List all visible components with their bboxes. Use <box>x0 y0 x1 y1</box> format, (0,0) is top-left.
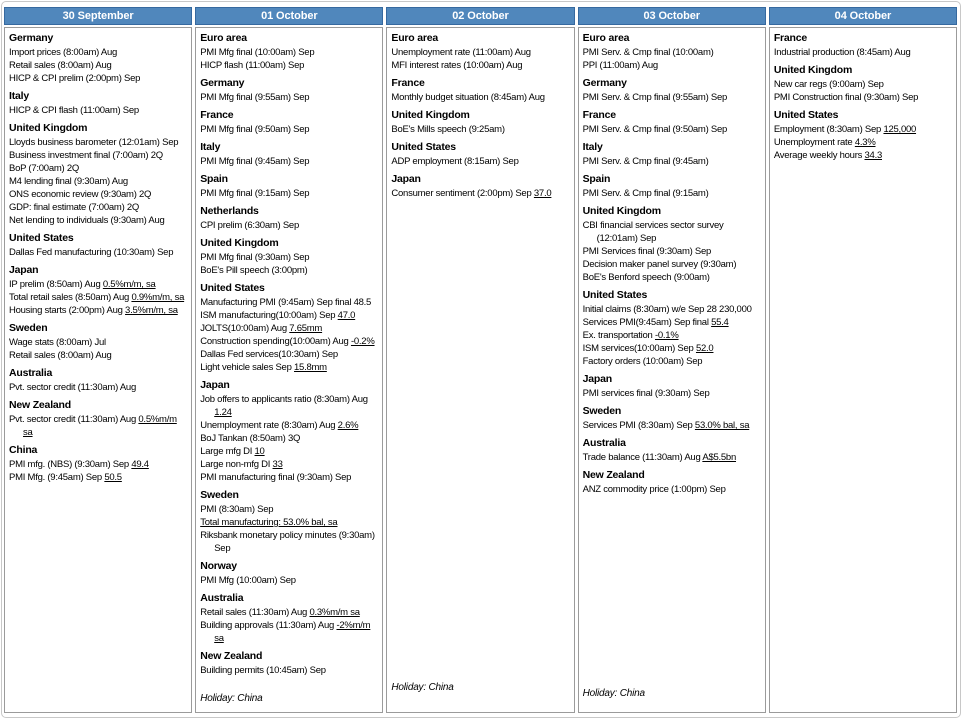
country-section <box>583 436 761 464</box>
event-item <box>200 264 378 277</box>
country-section <box>583 31 761 72</box>
holiday-note: Holiday: China <box>582 688 645 699</box>
event-text: IP prelim (8:50am) Aug <box>9 279 103 290</box>
event-text: PMI Mfg final (9:50am) Sep <box>200 124 310 135</box>
event-item <box>583 91 761 104</box>
event-text: PMI Serv. & Cmp final (9:45am) <box>582 156 709 167</box>
day-column-3 <box>386 7 574 713</box>
event-text: PMI Mfg (10:00am) Sep <box>200 575 296 586</box>
event-text: Construction spending(10:00am) Aug <box>200 336 351 347</box>
country-heading: Sweden <box>582 405 622 417</box>
event-text: CPI prelim (6:30am) Sep <box>200 220 299 231</box>
country-heading: Euro area <box>582 32 630 44</box>
country-section <box>200 378 378 484</box>
event-item <box>583 155 761 168</box>
event-value: 52.0 <box>695 343 714 354</box>
event-text: PMI Serv. & Cmp final (9:55am) Sep <box>582 92 728 103</box>
country-heading: Australia <box>200 592 244 604</box>
event-item <box>9 59 187 72</box>
event-text: PMI services final (9:30am) Sep <box>582 388 710 399</box>
event-text: Business investment final (7:00am) 2Q <box>9 150 163 161</box>
event-item <box>583 303 761 316</box>
day-body <box>386 27 574 713</box>
event-value: 37.0 <box>533 188 552 199</box>
event-value: 1.24 <box>214 407 232 418</box>
event-text: Decision maker panel survey (9:30am) <box>582 259 737 270</box>
event-item <box>583 316 761 329</box>
event-value: 55.4 <box>711 317 729 328</box>
event-text: ISM services(10:00am) Sep <box>582 343 696 354</box>
event-text: HICP flash (11:00am) Sep <box>200 60 305 71</box>
event-text: ADP employment (8:15am) Sep <box>391 156 519 167</box>
event-item <box>391 187 569 200</box>
event-value: 2.6% <box>337 420 359 431</box>
event-item <box>9 149 187 162</box>
day-header <box>386 7 574 25</box>
country-heading: Spain <box>582 173 611 185</box>
event-item <box>200 187 378 200</box>
event-item <box>200 155 378 168</box>
day-column-5 <box>769 7 957 713</box>
event-item <box>774 123 952 136</box>
event-value: Total manufacturing: 53.0% bal, sa <box>200 517 338 528</box>
event-text: PMI (8:30am) Sep <box>200 504 274 515</box>
country-section <box>9 231 187 259</box>
event-item <box>200 361 378 374</box>
event-item <box>583 258 761 271</box>
event-item <box>774 149 952 162</box>
event-text: PMI Mfg final (9:45am) Sep <box>200 156 310 167</box>
event-item <box>200 219 378 232</box>
event-item <box>583 271 761 284</box>
event-text: Dallas Fed manufacturing (10:30am) Sep <box>9 247 174 258</box>
event-item <box>200 471 378 484</box>
event-text: Pvt. sector credit (11:30am) Aug <box>9 414 139 425</box>
event-text: Pvt. sector credit (11:30am) Aug <box>9 382 136 393</box>
event-text: Manufacturing PMI (9:45am) Sep final 48.5 <box>200 297 372 308</box>
event-text: Retail sales (8:00am) Aug <box>9 60 112 71</box>
country-heading: Euro area <box>391 32 439 44</box>
event-text: GDP: final estimate (7:00am) 2Q <box>9 202 140 213</box>
country-section <box>583 76 761 104</box>
event-item <box>9 104 187 117</box>
event-value: -0.1% <box>654 330 679 341</box>
event-item <box>583 451 761 464</box>
event-text: New car regs (9:00am) Sep <box>773 79 884 90</box>
event-text: Retail sales (11:30am) Aug <box>200 607 310 618</box>
country-section <box>9 398 187 439</box>
country-heading: New Zealand <box>200 650 263 662</box>
country-heading: Spain <box>200 173 228 185</box>
event-text: ONS economic review (9:30am) 2Q <box>9 189 152 200</box>
country-section <box>391 76 569 104</box>
event-text: Light vehicle sales Sep <box>200 362 295 373</box>
event-item <box>200 445 378 458</box>
event-item <box>583 245 761 258</box>
country-heading: China <box>9 444 38 456</box>
country-heading: Germany <box>582 77 627 89</box>
country-section <box>9 89 187 117</box>
event-value: 49.4 <box>131 459 149 470</box>
event-item <box>774 136 952 149</box>
event-item <box>583 187 761 200</box>
country-heading: Norway <box>200 560 237 572</box>
event-text: Import prices (8:00am) Aug <box>9 47 118 58</box>
event-text: PMI Mfg final (10:00am) Sep <box>200 47 315 58</box>
event-text: Large non-mfg DI <box>200 459 273 470</box>
event-item <box>9 188 187 201</box>
country-heading: France <box>391 77 425 89</box>
event-text: JOLTS(10:00am) Aug <box>200 323 290 334</box>
date-label: 04 October <box>834 10 892 22</box>
country-section <box>200 649 378 677</box>
country-section <box>391 31 569 72</box>
event-item <box>9 72 187 85</box>
event-text: Monthly budget situation (8:45am) Aug <box>391 92 545 103</box>
event-text: Total retail sales (8:50am) Aug <box>9 292 132 303</box>
event-text: PMI Mfg final (9:15am) Sep <box>200 188 310 199</box>
country-section <box>583 372 761 400</box>
day-header <box>769 7 957 25</box>
event-text: BoE's Benford speech (9:00am) <box>582 272 710 283</box>
event-item <box>200 432 378 445</box>
event-item <box>9 381 187 394</box>
event-item <box>200 458 378 471</box>
country-heading: United States <box>773 109 839 121</box>
country-heading: Italy <box>582 141 603 153</box>
event-text: PMI Serv. & Cmp final (9:15am) <box>582 188 709 199</box>
country-section <box>583 172 761 200</box>
event-item <box>583 59 761 72</box>
day-column-1 <box>4 7 192 713</box>
country-section <box>9 31 187 85</box>
day-body <box>578 27 766 713</box>
event-item <box>200 664 378 677</box>
event-text: Average weekly hours <box>773 150 865 161</box>
event-item <box>583 123 761 136</box>
event-text: HICP & CPI flash (11:00am) Sep <box>9 105 139 116</box>
country-heading: Japan <box>391 173 421 185</box>
country-section <box>9 366 187 394</box>
event-item <box>391 155 569 168</box>
event-text: HICP & CPI prelim (2:00pm) Sep <box>9 73 141 84</box>
country-section <box>391 108 569 136</box>
event-value: 34.3 <box>864 150 882 161</box>
event-item <box>200 503 378 516</box>
event-value: 3.5%m/m, sa <box>125 305 178 316</box>
event-item <box>9 46 187 59</box>
event-item <box>200 46 378 59</box>
country-heading: United States <box>391 141 456 153</box>
country-section <box>9 443 187 484</box>
event-item <box>200 91 378 104</box>
country-section <box>200 31 378 72</box>
event-item <box>583 46 761 59</box>
event-value: -2%m/m sa <box>214 620 371 644</box>
country-section <box>391 172 569 200</box>
event-value: 0.9%m/m, sa <box>131 292 185 303</box>
event-item <box>9 278 187 291</box>
event-value: 125,000 <box>883 124 917 135</box>
event-item <box>9 471 187 484</box>
event-text: Building approvals (11:30am) Aug <box>200 620 337 631</box>
event-value: 0.3%m/m sa <box>309 607 360 618</box>
event-value: -0.2% <box>350 336 375 347</box>
event-item <box>583 342 761 355</box>
country-section <box>9 263 187 317</box>
country-section <box>583 468 761 496</box>
country-heading: Netherlands <box>200 205 259 217</box>
event-item <box>200 393 378 419</box>
country-heading: New Zealand <box>582 469 645 481</box>
country-heading: United States <box>200 282 265 294</box>
event-item <box>583 483 761 496</box>
country-heading: Australia <box>9 367 53 379</box>
event-text: PMI Mfg final (9:30am) Sep <box>200 252 310 263</box>
country-heading: United Kingdom <box>582 205 661 217</box>
country-heading: New Zealand <box>9 399 71 411</box>
country-section <box>200 559 378 587</box>
day-column-4 <box>578 7 766 713</box>
event-item <box>583 387 761 400</box>
country-section <box>200 76 378 104</box>
event-text: PMI Services final (9:30am) Sep <box>582 246 712 257</box>
date-label: 01 October <box>261 10 318 22</box>
event-text: Employment (8:30am) Sep <box>773 124 884 135</box>
event-text: MFI interest rates (10:00am) Aug <box>391 60 523 71</box>
country-heading: France <box>773 32 808 44</box>
event-item <box>9 349 187 362</box>
country-heading: United Kingdom <box>391 109 470 121</box>
event-item <box>9 246 187 259</box>
country-section <box>9 121 187 227</box>
country-section <box>200 204 378 232</box>
event-text: Unemployment rate <box>773 137 855 148</box>
country-heading: Japan <box>582 373 612 385</box>
event-text: PMI mfg. (NBS) (9:30am) Sep <box>9 459 132 470</box>
country-heading: Germany <box>200 77 245 89</box>
event-text: PMI Serv. & Cmp final (9:50am) Sep <box>582 124 728 135</box>
country-heading: Italy <box>9 90 30 102</box>
event-text: ISM manufacturing(10:00am) Sep <box>200 310 338 321</box>
event-item <box>200 296 378 309</box>
country-heading: Sweden <box>200 489 239 501</box>
event-value: 47.0 <box>337 310 356 321</box>
country-section <box>583 404 761 432</box>
event-item <box>774 91 952 104</box>
date-label: 30 September <box>62 10 134 22</box>
event-text: Services PMI(9:45am) Sep final <box>582 317 712 328</box>
event-value: 33 <box>272 459 283 470</box>
country-heading: United States <box>582 289 648 301</box>
event-text: Net lending to individuals (9:30am) Aug <box>9 215 165 226</box>
event-item <box>200 419 378 432</box>
country-section <box>9 321 187 362</box>
event-text: M4 lending final (9:30am) Aug <box>9 176 128 187</box>
event-value: 10 <box>254 446 265 457</box>
event-text: Industrial production (8:45am) Aug <box>773 47 911 58</box>
event-item <box>391 59 569 72</box>
country-heading: Australia <box>582 437 626 449</box>
event-item <box>200 516 378 529</box>
event-item <box>391 123 569 136</box>
country-section <box>200 591 378 645</box>
date-label: 03 October <box>643 10 700 22</box>
country-heading: United Kingdom <box>9 122 88 134</box>
country-section <box>583 204 761 284</box>
country-section <box>583 288 761 368</box>
event-item <box>774 78 952 91</box>
event-item <box>583 419 761 432</box>
holiday-note: Holiday: China <box>200 693 263 704</box>
event-item <box>200 348 378 361</box>
event-text: Services PMI (8:30am) Sep <box>582 420 695 431</box>
event-item <box>200 251 378 264</box>
country-heading: United Kingdom <box>773 64 853 76</box>
date-label: 02 October <box>452 10 509 22</box>
event-text: PMI Mfg final (9:55am) Sep <box>200 92 310 103</box>
event-item <box>9 336 187 349</box>
event-text: BoE's Pill speech (3:00pm) <box>200 265 308 276</box>
event-item <box>9 304 187 317</box>
day-header <box>195 7 383 25</box>
event-item <box>200 619 378 645</box>
event-item <box>200 123 378 136</box>
event-item <box>9 291 187 304</box>
event-text: PMI Serv. & Cmp final (10:00am) <box>582 47 714 58</box>
event-value: 53.0% bal, sa <box>694 420 750 431</box>
event-text: Housing starts (2:00pm) Aug <box>9 305 126 316</box>
country-heading: Japan <box>9 264 39 276</box>
event-item <box>391 91 569 104</box>
day-header <box>578 7 766 25</box>
event-item <box>9 201 187 214</box>
country-heading: Italy <box>200 141 221 153</box>
country-section <box>583 108 761 136</box>
event-item <box>9 162 187 175</box>
event-text: Large mfg DI <box>200 446 255 457</box>
event-text: Retail sales (8:00am) Aug <box>9 350 112 361</box>
country-section <box>774 31 952 59</box>
country-section <box>200 108 378 136</box>
event-item <box>9 458 187 471</box>
event-value: 15.8mm <box>294 362 327 373</box>
event-item <box>583 219 761 245</box>
event-text: PPI (11:00am) Aug <box>582 60 658 71</box>
event-text: Unemployment rate (11:00am) Aug <box>391 47 531 58</box>
event-text: Trade balance (11:30am) Aug <box>582 452 703 463</box>
event-text: ANZ commodity price (1:00pm) Sep <box>582 484 726 495</box>
event-text: Ex. transportation <box>582 330 655 341</box>
event-text: Factory orders (10:00am) Sep <box>582 356 703 367</box>
event-text: Job offers to applicants ratio (8:30am) Aug <box>200 394 368 405</box>
event-item <box>583 329 761 342</box>
event-text: BoJ Tankan (8:50am) 3Q <box>200 433 301 444</box>
event-value: 50.5 <box>104 472 122 483</box>
country-section <box>583 140 761 168</box>
event-item <box>200 606 378 619</box>
country-heading: Japan <box>200 379 230 391</box>
event-item <box>200 309 378 322</box>
day-body <box>195 27 383 713</box>
event-item <box>583 355 761 368</box>
country-section <box>200 140 378 168</box>
country-heading: France <box>582 109 616 121</box>
event-item <box>9 136 187 149</box>
event-item <box>9 413 187 439</box>
holiday-note: Holiday: China <box>391 682 454 693</box>
event-text: PMI Mfg. (9:45am) Sep <box>9 472 105 483</box>
country-section <box>774 63 952 104</box>
event-value: 4.3% <box>854 137 876 148</box>
event-text: BoE's Mills speech (9:25am) <box>391 124 505 135</box>
country-section <box>774 108 952 162</box>
event-item <box>9 214 187 227</box>
country-heading: United States <box>9 232 74 244</box>
country-section <box>200 281 378 374</box>
day-column-2 <box>195 7 383 713</box>
event-item <box>774 46 952 59</box>
country-section <box>200 488 378 555</box>
event-text: Building permits (10:45am) Sep <box>200 665 326 676</box>
event-item <box>200 322 378 335</box>
event-item <box>200 529 378 555</box>
day-body <box>769 27 957 713</box>
country-section <box>391 140 569 168</box>
event-text: Dallas Fed services(10:30am) Sep <box>200 349 338 360</box>
event-text: Unemployment rate (8:30am) Aug <box>200 420 338 431</box>
country-heading: France <box>200 109 234 121</box>
event-item <box>9 175 187 188</box>
event-item <box>200 335 378 348</box>
event-value: 0.5%m/m sa <box>23 414 177 438</box>
event-value: A$5.5bn <box>702 452 737 463</box>
event-item <box>391 46 569 59</box>
country-heading: Sweden <box>9 322 48 334</box>
event-text: Lloyds business barometer (12:01am) Sep <box>9 137 179 148</box>
day-header <box>4 7 192 25</box>
event-item <box>200 574 378 587</box>
event-text: Initial claims (8:30am) w/e Sep 28 230,000 <box>582 304 752 315</box>
day-body <box>4 27 192 713</box>
event-text: PMI manufacturing final (9:30am) Sep <box>200 472 352 483</box>
country-heading: Germany <box>9 32 54 44</box>
event-item <box>200 59 378 72</box>
event-text: BoP (7:00am) 2Q <box>9 163 80 174</box>
event-text: Consumer sentiment (2:00pm) Sep <box>391 188 534 199</box>
event-value: 0.5%m/m, sa <box>102 279 156 290</box>
economic-calendar <box>4 7 957 713</box>
event-text: CBI financial services sector survey (12:01am) Sep <box>582 220 724 244</box>
event-text: PMI Construction final (9:30am) Sep <box>773 92 919 103</box>
country-section <box>200 172 378 200</box>
country-heading: United Kingdom <box>200 237 279 249</box>
country-heading: Euro area <box>200 32 247 44</box>
event-text: Riksbank monetary policy minutes (9:30am) Sep <box>200 530 375 554</box>
event-value: 7.65mm <box>289 323 323 334</box>
event-text: Wage stats (8:00am) Jul <box>9 337 106 348</box>
country-section <box>200 236 378 277</box>
